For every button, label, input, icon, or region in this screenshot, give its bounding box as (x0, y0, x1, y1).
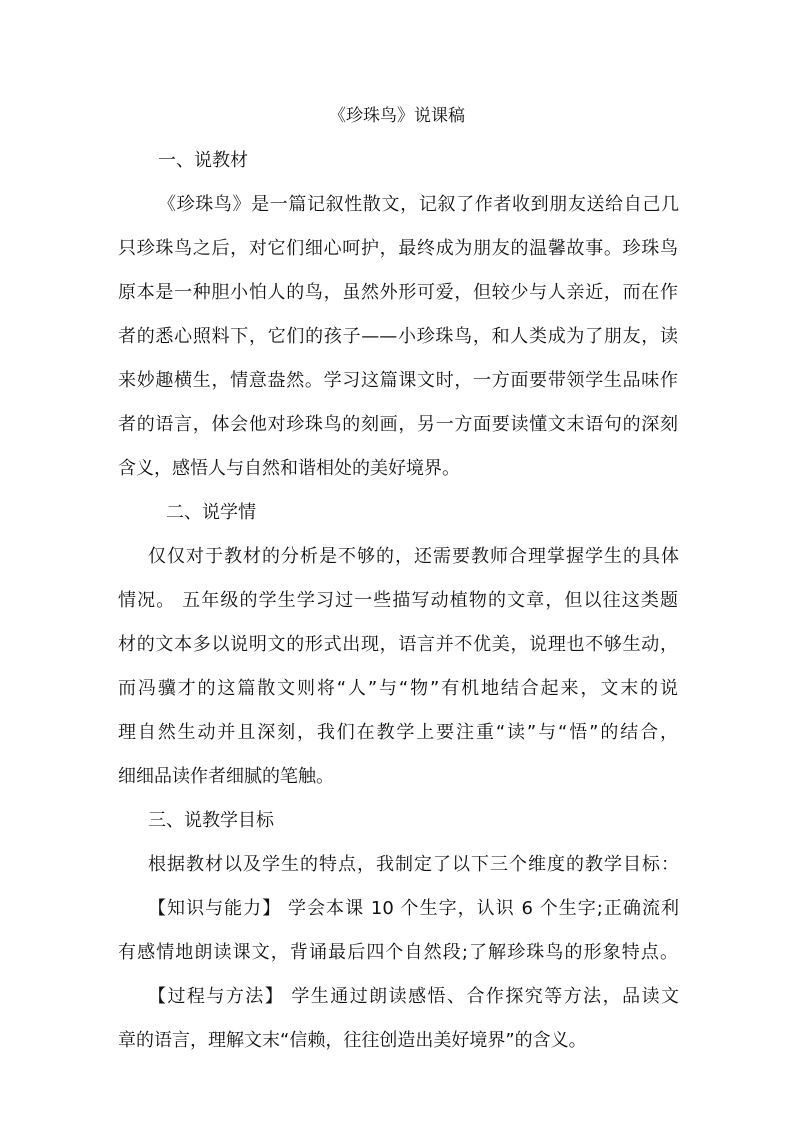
paragraph-line: 根据教材以及学生的特点，我制定了以下三个维度的教学目标： (148, 854, 679, 875)
paragraph-line: 者的语言，体会他对珍珠鸟的刻画，另一方面要读懂文末语句的深刻 (118, 414, 678, 435)
paragraph-line: 原本是一种胆小怕人的鸟，虽然外形可爱，但较少与人亲近，而在作 (118, 282, 678, 303)
section-heading-teaching-goals: 三、说教学目标 (148, 810, 274, 831)
paragraph-line: 者的悉心照料下，它们的孩子——小珍珠鸟，和人类成为了朋友，读 (118, 326, 678, 347)
paragraph-line: 有感情地朗读课文，背诵最后四个自然段;了解珍珠鸟的形象特点。 (118, 942, 678, 963)
paragraph-line: 含义，感悟人与自然和谐相处的美好境界。 (118, 458, 460, 479)
paragraph-line: 【过程与方法】 学生通过朗读感悟、合作探究等方法，品读文 (148, 986, 679, 1007)
paragraph-line: 来妙趣横生，情意盎然。学习这篇课文时，一方面要带领学生品味作 (118, 370, 678, 391)
paragraph-line: 理自然生动并且深刻，我们在教学上要注重“读”与“悟”的结合， (118, 722, 678, 743)
section-heading-student-situation: 二、说学情 (166, 502, 256, 523)
document-title: 《珍珠鸟》说课稿 (329, 106, 465, 126)
paragraph-line: 章的语言，理解文末“信赖，往往创造出美好境界”的含义。 (118, 1030, 587, 1051)
paragraph-line: 细细品读作者细腻的笔触。 (118, 766, 334, 787)
section-heading-textbook: 一、说教材 (158, 150, 248, 171)
paragraph-line: 情况。 五年级的学生学习过一些描写动植物的文章，但以往这类题 (118, 590, 678, 611)
paragraph-line: 《珍珠鸟》是一篇记叙性散文，记叙了作者收到朋友送给自己几 (158, 194, 679, 215)
paragraph-line: 材的文本多以说明文的形式出现，语言并不优美，说理也不够生动， (118, 634, 678, 655)
paragraph-line: 而冯骥才的这篇散文则将“人”与“物”有机地结合起来，文末的说 (118, 678, 678, 699)
paragraph-line: 【知识与能力】 学会本课 10 个生字，认识 6 个生字;正确流利 (148, 898, 679, 919)
paragraph-line: 只珍珠鸟之后，对它们细心呵护，最终成为朋友的温馨故事。珍珠鸟 (118, 238, 678, 259)
paragraph-line: 仅仅对于教材的分析是不够的，还需要教师合理掌握学生的具体 (148, 546, 679, 567)
